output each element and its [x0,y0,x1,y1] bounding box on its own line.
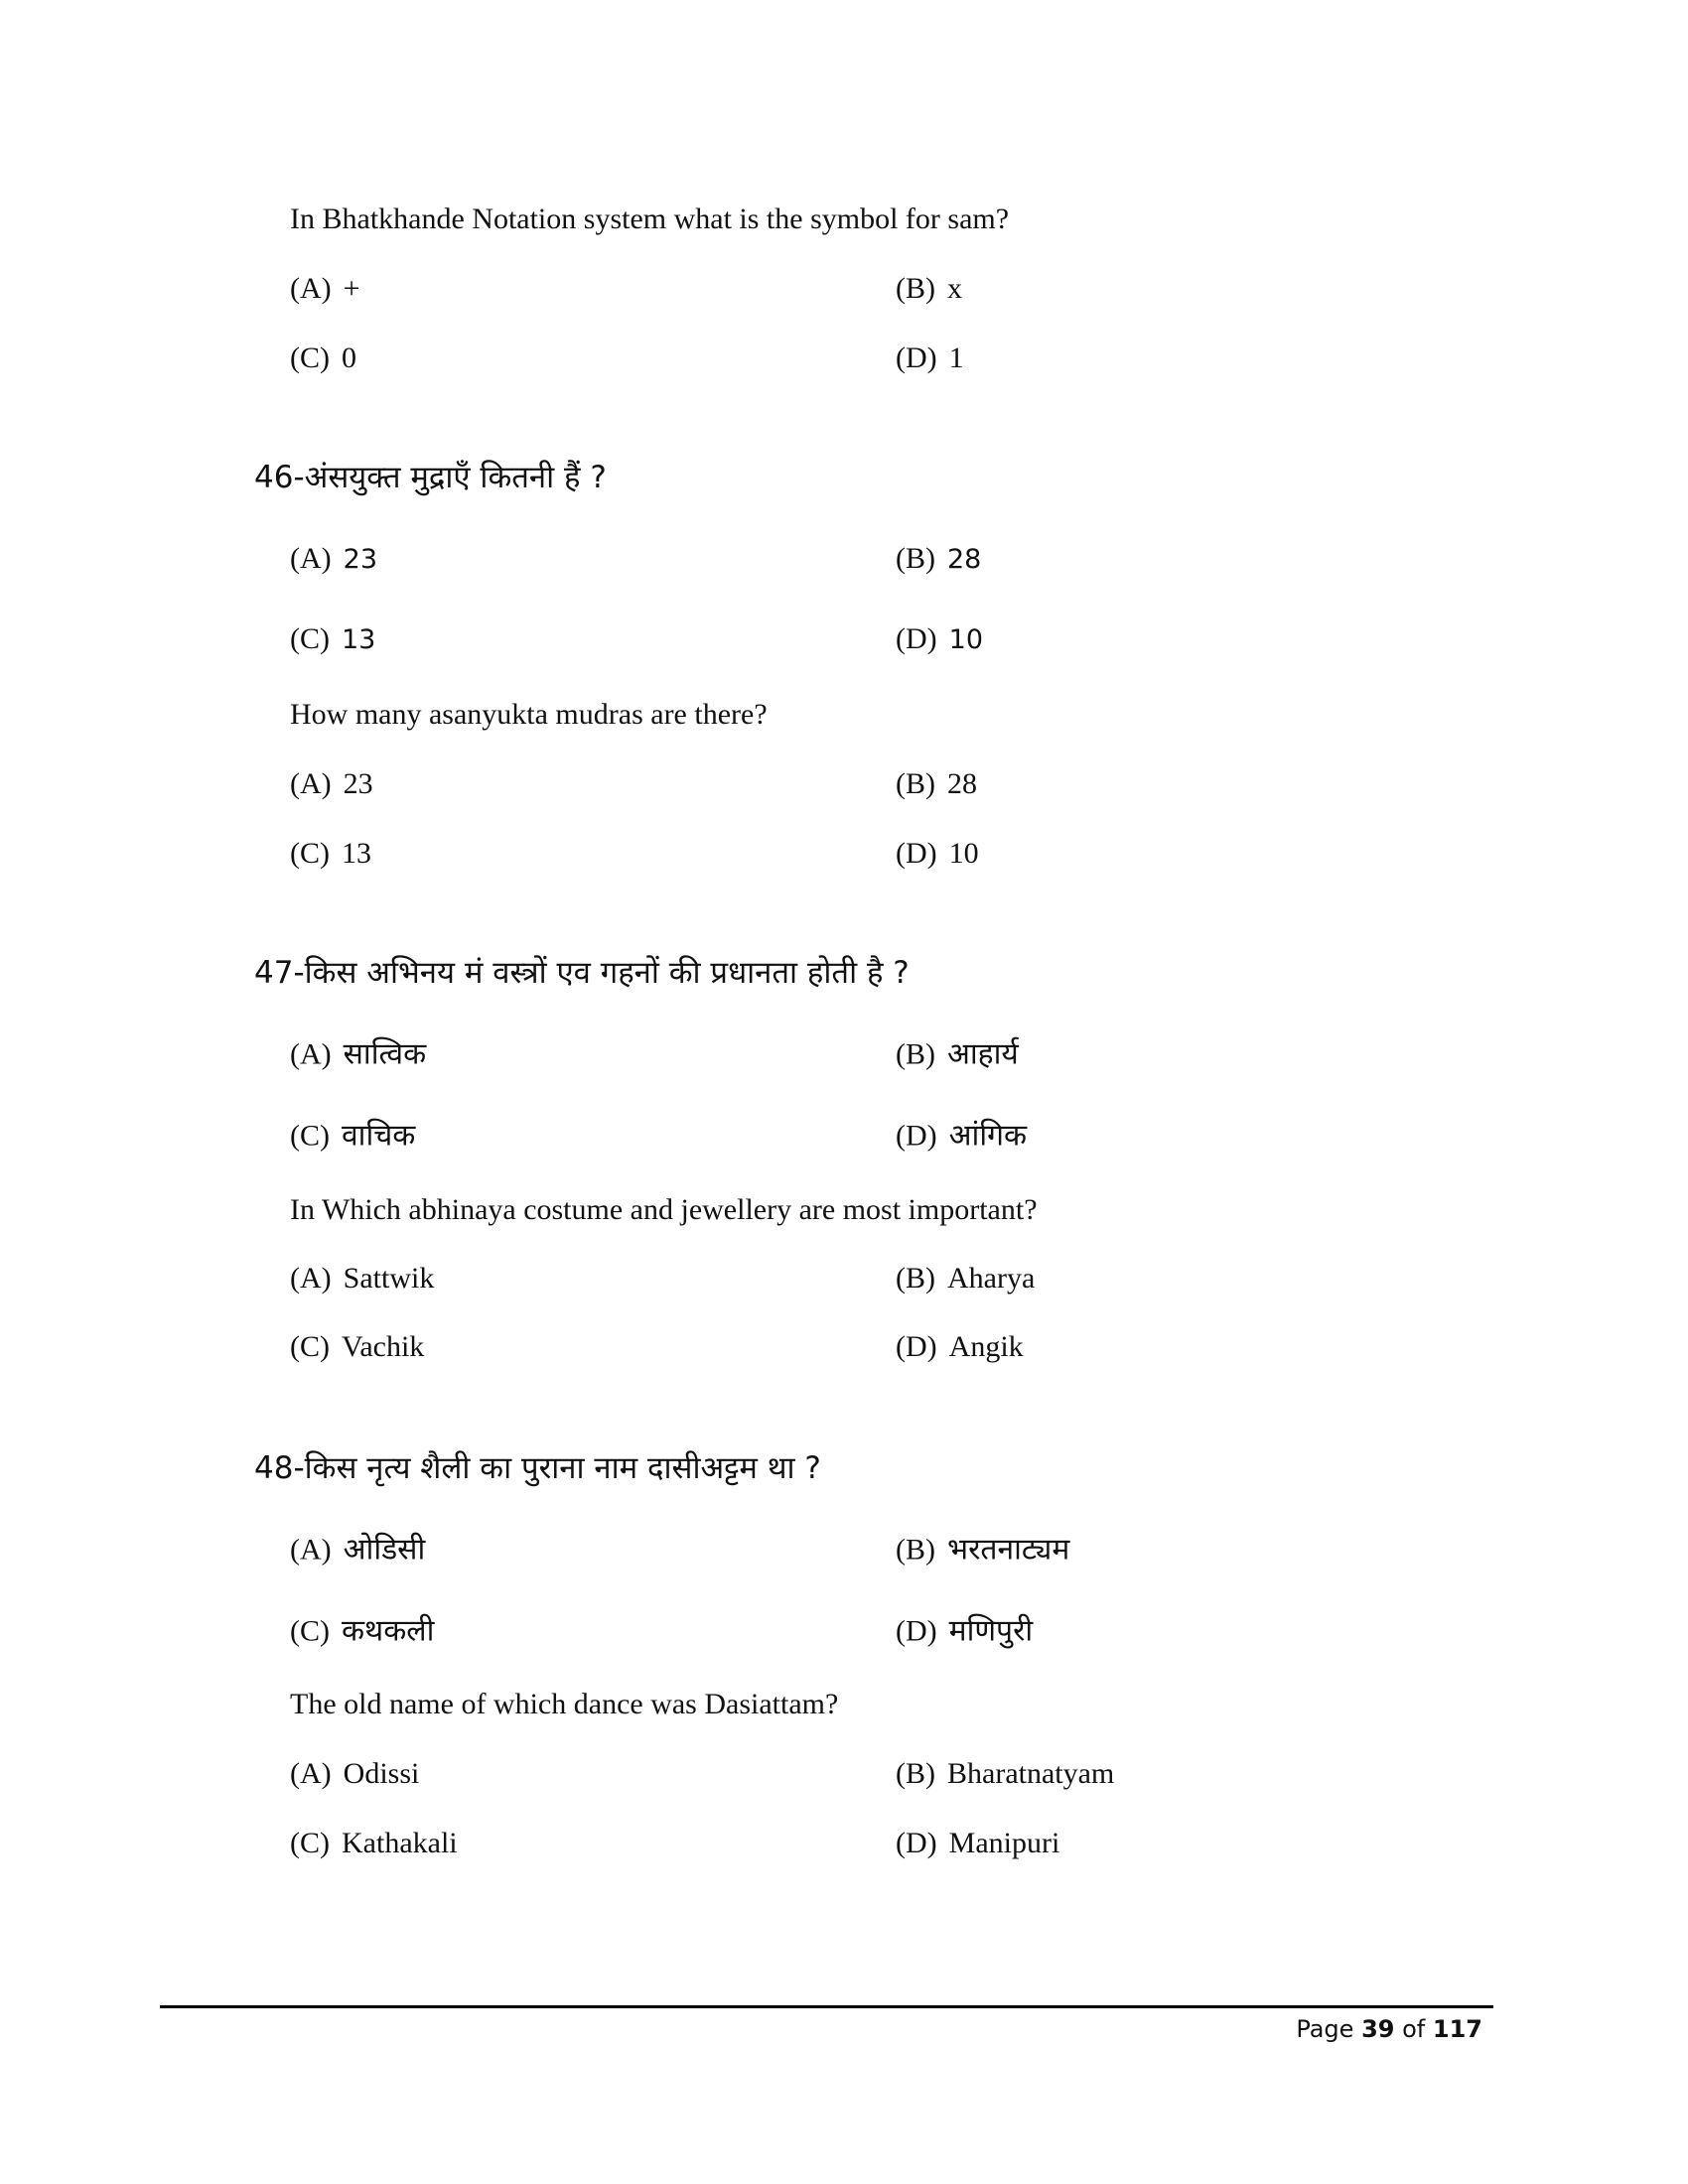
option-text: + [343,272,360,305]
option-letter: (A) [290,1757,332,1790]
option-text: सात्विक [343,1036,427,1072]
option-letter: (A) [290,1037,332,1071]
total-pages: 117 [1432,2015,1482,2043]
option-letter: (C) [290,1330,330,1363]
option-letter: (B) [896,272,935,305]
option-letter: (B) [896,767,935,800]
option-q47-en-b [896,1262,1035,1296]
option-letter: (C) [290,1614,330,1648]
option-text: 23 [343,544,378,575]
option-q48-hi-a [290,1528,425,1569]
option-letter: (B) [896,1757,935,1790]
option-q48-en-b [896,1757,1114,1791]
option-q46-hi-d [896,622,983,656]
option-letter: (D) [896,1614,937,1648]
option-text: Odissi [343,1757,420,1790]
option-q46-en-b [896,767,977,801]
option-letter: (D) [896,622,937,655]
option-q46-en-a [290,767,373,801]
option-q45-en-b [896,272,962,306]
option-text: 0 [342,341,356,374]
option-text: Sattwik [343,1262,435,1295]
option-q46-en-d [896,837,979,871]
option-text: 28 [947,544,982,575]
option-text: आहार्य [947,1036,1019,1072]
option-q45-en-d [896,341,964,375]
option-q45-en-c [290,341,356,375]
option-text: Vachik [342,1330,425,1363]
option-letter: (D) [896,1330,937,1363]
option-text: मणिपुरी [948,1613,1034,1649]
option-letter: (A) [290,1533,332,1567]
option-letter: (C) [290,837,330,870]
option-text: 28 [947,767,977,800]
option-q48-en-c [290,1827,458,1860]
option-letter: (C) [290,1827,330,1859]
footer-divider [160,2005,1493,2008]
option-text: भरतनाट्यम [947,1532,1070,1568]
question-text-q46-en: How many asanyukta mudras are there? [290,698,768,731]
question-text-q47-en: In Which abhinaya costume and jewellery are most important? [290,1193,1038,1226]
option-letter: (A) [290,542,332,575]
option-q48-en-d [896,1827,1059,1860]
option-text: 13 [342,837,371,870]
option-text: Aharya [947,1262,1036,1295]
option-q45-en-a [290,272,360,306]
option-letter: (D) [896,341,937,374]
option-letter: (B) [896,1262,935,1295]
page-prefix: Page [1296,2015,1354,2043]
page-number [1296,2015,1482,2043]
option-q47-hi-b [896,1032,1019,1073]
option-text: 10 [948,624,984,655]
option-letter: (C) [290,1119,330,1153]
option-q48-en-a [290,1757,419,1791]
option-text: 13 [342,624,376,655]
option-text: 1 [948,341,964,374]
option-q48-hi-c [290,1609,434,1650]
option-letter: (B) [896,1037,935,1071]
option-text: x [947,272,962,305]
current-page: 39 [1361,2015,1395,2043]
option-text: Manipuri [948,1827,1060,1859]
option-q47-en-c [290,1330,424,1364]
question-text-q47-hi: 47-किस अभिनय मं वस्त्रों एव गहनों की प्रधानता होती है ? [254,955,910,991]
option-letter: (A) [290,767,332,800]
option-text: 10 [948,837,979,870]
option-q47-hi-d [896,1114,1027,1155]
question-text-q45-en: In Bhatkhande Notation system what is the symbol for sam? [290,203,1010,235]
option-letter: (D) [896,1119,937,1153]
option-letter: (B) [896,1533,935,1567]
option-text: 23 [343,767,373,800]
page-of: of [1402,2015,1426,2043]
option-q47-hi-c [290,1114,415,1155]
option-letter: (D) [896,837,937,870]
option-text: Kathakali [342,1827,458,1859]
option-text: Angik [948,1330,1024,1363]
option-text: ओडिसी [343,1532,426,1568]
option-q47-en-d [896,1330,1024,1364]
option-text: कथकली [342,1613,435,1649]
option-letter: (C) [290,622,330,655]
option-q48-hi-d [896,1609,1033,1650]
question-text-q48-hi: 48-किस नृत्य शैली का पुराना नाम दासीअट्टम था ? [254,1450,821,1486]
option-text: Bharatnatyam [947,1757,1115,1790]
option-letter: (A) [290,1262,332,1295]
option-letter: (D) [896,1827,937,1859]
option-q47-hi-a [290,1032,426,1073]
option-text: आंगिक [948,1118,1028,1154]
option-q46-hi-a [290,542,377,576]
option-text: वाचिक [342,1118,416,1154]
option-letter: (A) [290,272,332,305]
option-q46-hi-c [290,622,375,656]
option-letter: (B) [896,542,935,575]
option-q46-en-c [290,837,371,871]
option-q48-hi-b [896,1528,1069,1569]
question-text-q46-hi: 46-अंसयुक्त मुद्राएँ कितनी हैं ? [254,460,607,495]
question-text-q48-en: The old name of which dance was Dasiattam? [290,1688,839,1720]
option-q46-hi-b [896,542,981,576]
option-letter: (C) [290,341,330,374]
option-q47-en-a [290,1262,434,1296]
